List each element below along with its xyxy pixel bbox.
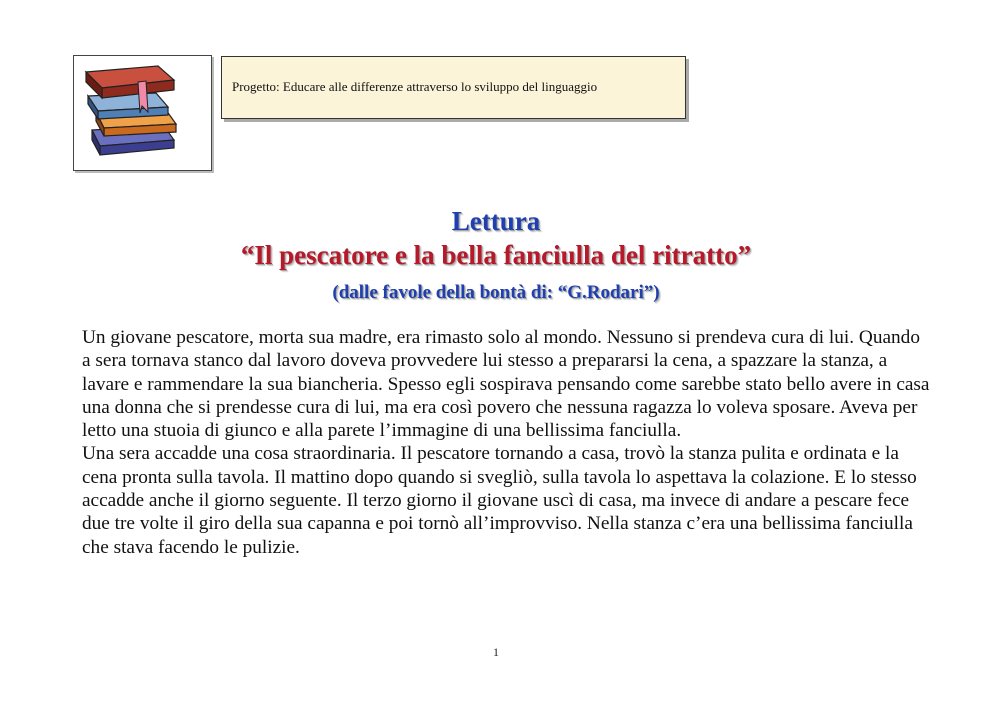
story-title: “Il pescatore e la bella fanciulla del ritratto” [240, 240, 752, 270]
page-number: 1 [493, 645, 499, 659]
story-source: (dalle favole della bontà di: “G.Rodari”) [332, 282, 660, 303]
stacked-books-icon [78, 60, 206, 166]
paragraph-2: Una sera accadde una cosa straordinaria. Il pescatore tornando a casa, trovò la stanza pulita e ordinata e la cena pronta sulla tavola. Il mattino dopo quando si svegliò, sulla tavola lo aspettava la colazione. E lo stesso accadde anche il giorno seguente. Il terzo giorno il giovane uscì di casa, ma invece di andare a pescare fece due tre volte il giro della sua capanna e poi tornò all’improvviso. Nella stanza c’era una bellissima fanciulla che stava facendo le pulizie. [82, 443, 917, 558]
project-label: Progetto: Educare alle differenze attraverso lo sviluppo del linguaggio [232, 79, 598, 94]
project-banner [221, 56, 686, 119]
paragraph-1: Un giovane pescatore, morta sua madre, era rimasto solo al mondo. Nessuno si prendeva cura di lui. Quando a sera tornava stanco dal lavoro doveva provvedere lui stesso a prepararsi la cena, a spazzare la stanza, a lavare e rammendare la sua biancheria. Spesso egli sospirava pensando come sarebbe stato bello avere in casa una donna che si prendesse cura di lui, ma era così povero che nessuna ragazza lo voleva sposare. Aveva per letto una stuoia di giunco e alla parete l’immagine di una bellissima fanciulla. [82, 327, 930, 442]
story-body [82, 326, 932, 559]
logo-frame [73, 55, 212, 171]
title-main: Lettura [451, 206, 541, 236]
